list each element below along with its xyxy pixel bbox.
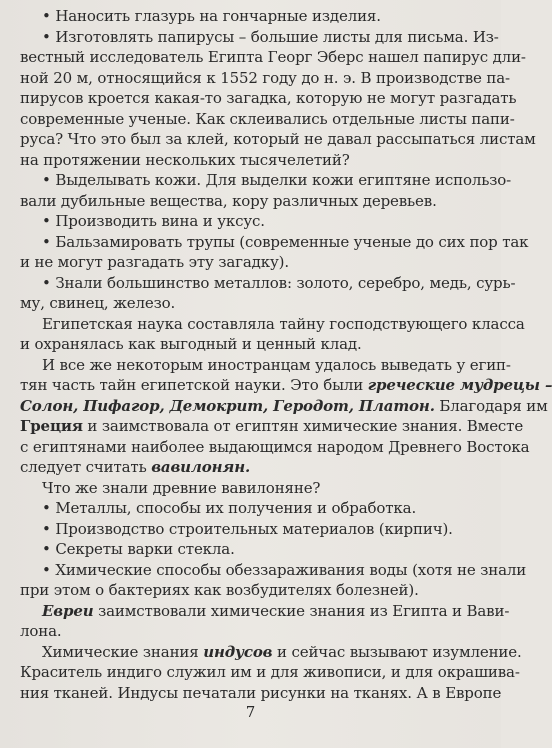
- page-text: [20, 6, 552, 703]
- text-line: [20, 416, 524, 437]
- text-line: • Химические способы обеззараживания воды (хотя не знали: [42, 560, 527, 579]
- text-line: • Выделывать кожи. Для выделки кожи египтяне использо-: [42, 171, 512, 189]
- page-number: 7: [245, 703, 256, 721]
- text-line: • Секреты варки стекла.: [42, 540, 235, 558]
- text-run: заимствовали химические знания из Египта и Вави-: [93, 601, 510, 620]
- text-line: ной 20 м, относящийся к 1552 году до н. э. В производстве па-: [20, 68, 510, 87]
- text-line: • Изготовлять папирусы – большие листы для письма. Из-: [42, 27, 499, 46]
- text-line: И все же некоторым иностранцам удалось выведать у егип-: [42, 355, 511, 374]
- text-run: Химические знания: [42, 642, 204, 661]
- text-line: • Производить вина и уксус.: [42, 212, 265, 230]
- emphasized-text: Евреи: [42, 601, 94, 620]
- text-line: вали дубильные вещества, кору различных деревьев.: [20, 191, 437, 210]
- text-run: и сейчас вызывают изумление.: [272, 642, 522, 661]
- text-line: пирусов кроется какая-то загадка, которую не могут разгадать: [20, 89, 517, 107]
- text-line: [20, 457, 483, 478]
- emphasized-text: вавилонян.: [151, 458, 251, 476]
- text-line: ния тканей. Индусы печатали рисунки на тканях. А в Европе: [20, 683, 502, 702]
- text-run: и заимствовала от египтян химические знания. Вместе: [82, 417, 524, 435]
- emphasized-text: индусов: [203, 642, 273, 661]
- text-line: Что же знали древние вавилоняне?: [42, 478, 321, 497]
- text-line: и охранялась как выгодный и ценный клад.: [20, 335, 362, 353]
- text-line: • Металлы, способы их получения и обработка.: [42, 499, 417, 517]
- text-line: [20, 396, 548, 417]
- text-line: лона.: [20, 622, 62, 640]
- text-line: вестный исследователь Египта Георг Эберс нашел папирус дли-: [20, 48, 526, 66]
- text-line: [20, 601, 510, 622]
- text-line: • Бальзамировать трупы (современные ученые до сих пор так: [42, 232, 529, 251]
- text-line: современные ученые. Как склеивались отдельные листы папи-: [20, 109, 515, 128]
- text-line: Египетская наука составляла тайну господствующего класса: [42, 314, 525, 333]
- emphasized-text: греческие мудрецы –: [367, 376, 552, 394]
- text-line: на протяжении нескольких тысячелетий?: [20, 150, 350, 169]
- text-line: му, свинец, железо.: [20, 294, 176, 312]
- text-line: • Производство строительных материалов (кирпич).: [42, 519, 453, 538]
- text-line: [20, 375, 552, 396]
- text-line: • Знали большинство металлов: золото, серебро, медь, сурь-: [42, 273, 516, 292]
- text-run: Благодаря им: [434, 396, 548, 415]
- emphasized-text: Солон, Пифагор, Демокрит, Геродот, Платон.: [20, 396, 435, 415]
- text-line: • Наносить глазурь на гончарные изделия.: [42, 7, 381, 25]
- text-line: при этом о бактериях как возбудителях болезней).: [20, 581, 419, 599]
- text-line: и не могут разгадать эту загадку).: [20, 253, 289, 271]
- text-line: с египтянами наиболее выдающимся народом Древнего Востока: [20, 437, 530, 456]
- text-line: [20, 642, 522, 663]
- emphasized-text: Греция: [20, 417, 83, 435]
- text-line: руса? Что это был за клей, который не давал рассыпаться листам: [20, 130, 536, 148]
- text-run: следует считать: [20, 458, 152, 476]
- text-line: Краситель индиго служил им и для живописи, и для окрашива-: [20, 663, 520, 681]
- text-run: тян часть тайн египетской науки. Это были: [20, 376, 368, 394]
